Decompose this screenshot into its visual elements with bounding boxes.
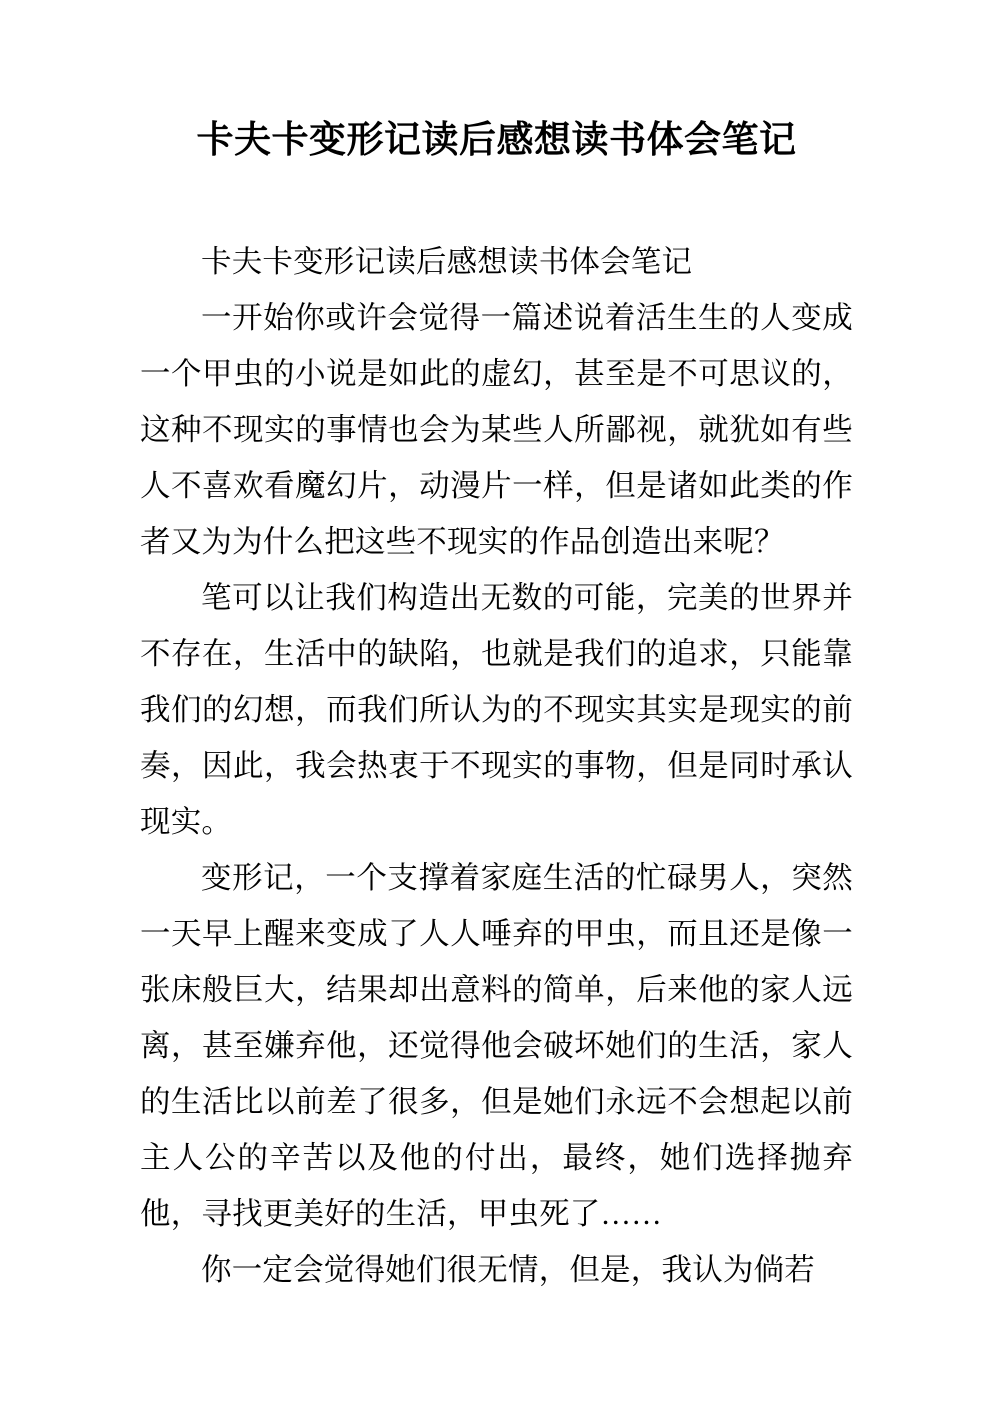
document-body xyxy=(140,234,853,1298)
paragraph: 一开始你或许会觉得一篇述说着活生生的人变成一个甲虫的小说是如此的虚幻，甚至是不可思议的，这种不现实的事情也会为某些人所鄙视，就犹如有些人不喜欢看魔幻片，动漫片一样，但是诸如此类的作者又为为什么把这些不现实的作品创造出来呢？ xyxy=(140,301,853,560)
paragraph: 卡夫卡变形记读后感想读书体会笔记 xyxy=(201,245,693,280)
paragraph: 变形记，一个支撑着家庭生活的忙碌男人，突然一天早上醒来变成了人人唾弃的甲虫，而且还是像一张床般巨大，结果却出意料的简单，后来他的家人远离，甚至嫌弃他，还觉得他会破坏她们的生活，家人的生活比以前差了很多，但是她们永远不会想起以前主人公的辛苦以及他的付出，最终，她们选择抛弃他，寻找更美好的生活，甲虫死了…… xyxy=(140,861,853,1232)
paragraph: 笔可以让我们构造出无数的可能，完美的世界并不存在，生活中的缺陷，也就是我们的追求，只能靠我们的幻想，而我们所认为的不现实其实是现实的前奏，因此，我会热衷于不现实的事物，但是同时承认现实。 xyxy=(140,581,853,840)
page-title: 卡夫卡变形记读后感想读书体会笔记 xyxy=(196,119,797,160)
paragraph: 你一定会觉得她们很无情，但是，我认为倘若 xyxy=(201,1253,815,1288)
